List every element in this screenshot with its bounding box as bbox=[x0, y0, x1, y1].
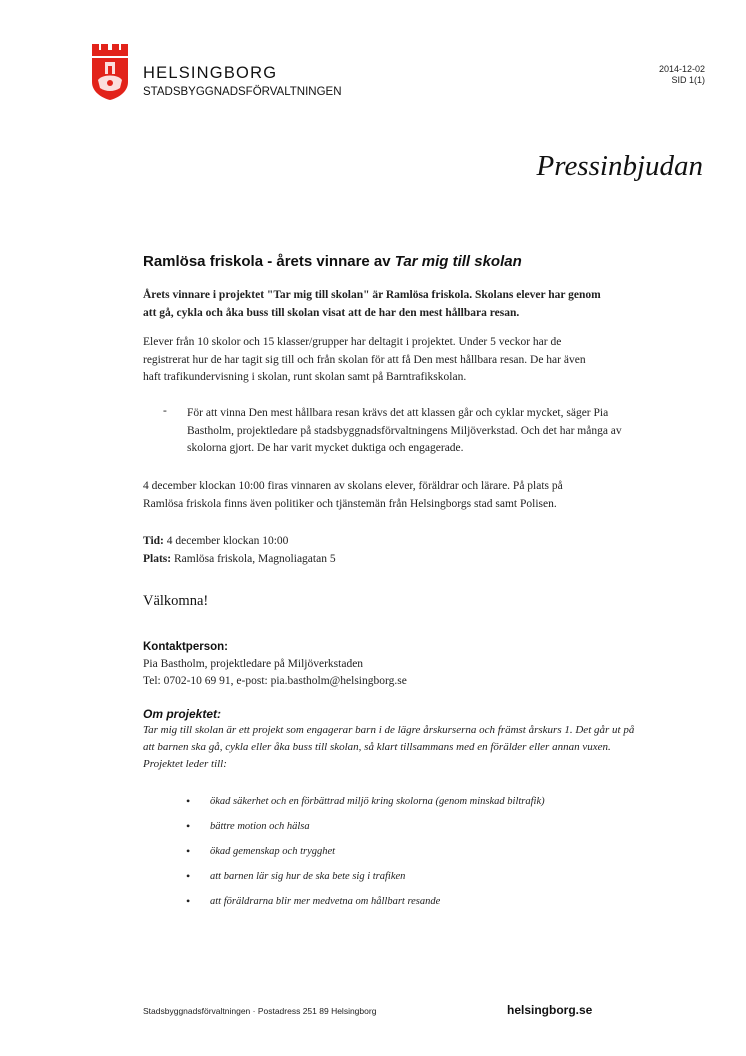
org-name: HELSINGBORG bbox=[143, 64, 278, 82]
list-item: • bättre motion och hälsa bbox=[186, 819, 310, 833]
welcome-text: Välkomna! bbox=[143, 593, 209, 609]
body-paragraph-3: 4 december klockan 10:00 firas vinnaren av skolans elever, föräldrar och lärare. På plats på Ramlösa friskola finns även politiker och tjänstemän från Helsingborgs stad samt Polisen. bbox=[143, 480, 563, 510]
body-paragraph-1: Elever från 10 skolor och 15 klasser/grupper har deltagit i projektet. Under 5 veckor har de registrerat hur de har tagit sig till och från skolan för att få Den mest hållbara resan. De har även haft trafikundervisning i skolan, runt skolan samt på Barntrafikskolan. bbox=[143, 336, 586, 384]
contact-details: Tel: 0702-10 69 91, e-post: pia.bastholm@helsingborg.se bbox=[143, 675, 407, 687]
event-place-value: Ramlösa friskola, Magnoliagatan 5 bbox=[171, 553, 336, 565]
event-place-label: Plats: bbox=[143, 553, 172, 565]
headline-emphasis: Tar mig till skolan bbox=[394, 253, 522, 270]
bullet-icon: • bbox=[186, 869, 191, 883]
event-place bbox=[143, 553, 336, 565]
document-meta bbox=[659, 64, 705, 86]
document-type-title: Pressinbjudan bbox=[536, 150, 703, 182]
quote-dash: - bbox=[163, 405, 167, 417]
list-item: • ökad säkerhet och en förbättrad miljö kring skolorna (genom minskad biltrafik) bbox=[186, 794, 545, 808]
list-item: • ökad gemenskap och trygghet bbox=[186, 844, 336, 858]
event-time-label: Tid: bbox=[143, 535, 164, 547]
event-time-value: 4 december klockan 10:00 bbox=[163, 535, 289, 547]
contact-name: Pia Bastholm, projektledare på Miljöverkstaden bbox=[143, 658, 364, 670]
page-number: SID 1(1) bbox=[671, 75, 705, 85]
bullet-icon: • bbox=[186, 894, 191, 908]
event-time bbox=[143, 535, 288, 547]
headline-main: Ramlösa friskola - årets vinnare av bbox=[143, 253, 395, 270]
headline bbox=[143, 253, 522, 270]
lead-paragraph: Årets vinnare i projektet "Tar mig till skolan" är Ramlösa friskola. Skolans elever har genom att gå, cykla och åka buss till skolan visat att de har den mest hållbara resan. bbox=[143, 289, 601, 319]
org-department: STADSBYGGNADSFÖRVALTNINGEN bbox=[143, 86, 342, 98]
quote-paragraph: För att vinna Den mest hållbara resan krävs det att klassen går och cyklar mycket, säger Pia Bastholm, projektledare på stadsbyggnadsförvaltningens Miljöverkstad. Och det har många av skolorna gjort. De har varit mycket duktiga och engagerade. bbox=[187, 407, 622, 455]
document-date: 2014-12-02 bbox=[658, 64, 705, 74]
bullet-icon: • bbox=[186, 844, 191, 858]
footer-website-link[interactable]: helsingborg.se bbox=[507, 1003, 593, 1017]
bullet-icon: • bbox=[186, 819, 191, 833]
about-text: Tar mig till skolan är ett projekt som engagerar barn i de lägre årskurserna och främst årskurs 1. Det går ut på att barnen ska gå, cykla eller åka buss till skolan, så klart tillsammans med en förälder eller annan vuxen. Projektet leder till: bbox=[143, 724, 635, 770]
contact-label: Kontaktperson: bbox=[143, 641, 228, 653]
about-bullet-list bbox=[186, 794, 545, 919]
list-item: • att barnen lär sig hur de ska bete sig i trafiken bbox=[186, 869, 406, 883]
about-label: Om projektet: bbox=[143, 707, 222, 721]
helsingborg-crest-logo bbox=[92, 44, 128, 100]
footer-address: Stadsbyggnadsförvaltningen · Postadress 251 89 Helsingborg bbox=[143, 1006, 377, 1016]
list-item: • att föräldrarna blir mer medvetna om hållbart resande bbox=[186, 894, 441, 908]
bullet-icon: • bbox=[186, 794, 191, 808]
